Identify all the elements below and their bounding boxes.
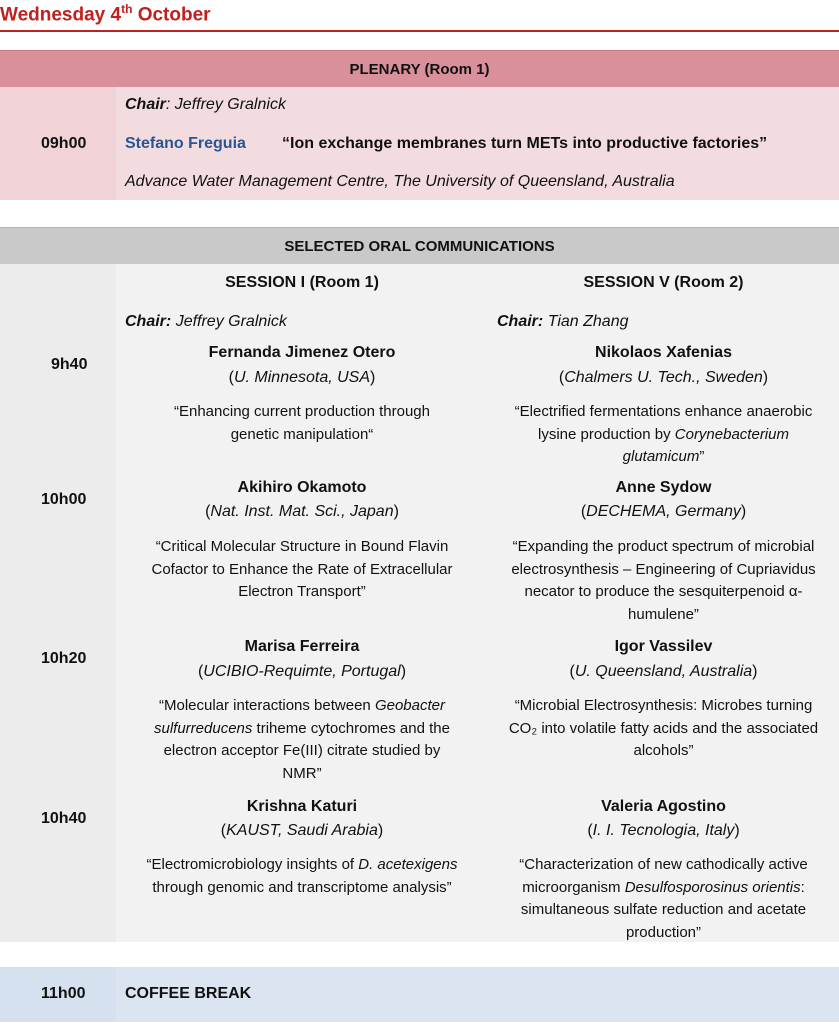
session-right-title: SESSION V (Room 2): [583, 274, 744, 291]
slot-time: 9h40: [51, 356, 88, 373]
plenary-affiliation: Advance Water Management Centre, The University of Queensland, Australia: [125, 173, 675, 190]
day-title: Wednesday 4th October: [0, 2, 211, 26]
speaker-affiliation: (U. Queensland, Australia): [569, 663, 758, 680]
speaker-name: Akihiro Okamoto: [237, 479, 367, 496]
speaker-affiliation: (UCIBIO-Requimte, Portugal): [197, 663, 407, 680]
talk-title: “Characterization of new cathodically active microorganism Desulfosporosinus orientis: simultaneous sulfate reduction and acetate production”: [519, 856, 808, 941]
plenary-chair: Chair: Jeffrey Gralnick: [125, 96, 286, 113]
speaker-name: Marisa Ferreira: [244, 638, 360, 655]
plenary-talk-title: “Ion exchange membranes turn METs into productive factories”: [282, 135, 768, 152]
slot-time: 10h20: [41, 650, 87, 667]
slot-time: 10h00: [41, 491, 87, 508]
speaker-affiliation: (Nat. Inst. Mat. Sci., Japan): [205, 503, 399, 520]
coffee-break-time: 11h00: [41, 985, 86, 1002]
session-left-title: SESSION I (Room 1): [225, 274, 379, 291]
title-rule: [0, 30, 839, 32]
plenary-time: 09h00: [41, 135, 87, 152]
talk-title: “Microbial Electrosynthesis: Microbes turning CO₂ into volatile fatty acids and the associated alcohols”: [508, 697, 819, 759]
plenary-speaker: Stefano Freguia: [125, 135, 246, 152]
speaker-name: Fernanda Jimenez Otero: [208, 344, 396, 361]
talk-title: “Expanding the product spectrum of microbial electrosynthesis – Engineering of Cupriavidus necator to produce the sesquiterpenoid α- humulene”: [511, 538, 816, 623]
coffee-break-label: COFFEE BREAK: [125, 985, 252, 1002]
speaker-name: Nikolaos Xafenias: [595, 344, 732, 361]
oral-header: SELECTED ORAL COMMUNICATIONS: [0, 227, 839, 264]
slot-time: 10h40: [41, 810, 87, 827]
session-right-chair: Chair: Tian Zhang: [497, 313, 629, 330]
speaker-affiliation: (DECHEMA, Germany): [580, 503, 747, 520]
speaker-name: Krishna Katuri: [246, 798, 358, 815]
speaker-affiliation: (KAUST, Saudi Arabia): [220, 822, 384, 839]
speaker-name: Igor Vassilev: [614, 638, 713, 655]
plenary-header: PLENARY (Room 1): [0, 50, 839, 87]
speaker-affiliation: (U. Minnesota, USA): [228, 369, 376, 386]
talk-title: “Electrified fermentations enhance anaerobic lysine production by Corynebacterium glutamicum”: [514, 403, 813, 465]
talk-title: “Critical Molecular Structure in Bound Flavin Cofactor to Enhance the Rate of Extracellular Electron Transport”: [151, 538, 453, 600]
speaker-affiliation: (I. I. Tecnologia, Italy): [587, 822, 740, 839]
talk-title: “Electromicrobiology insights of D. acetexigens through genomic and transcriptome analysis”: [146, 856, 458, 896]
talk-title: “Enhancing current production through genetic manipulation“: [174, 403, 430, 443]
session-left-chair: Chair: Jeffrey Gralnick: [125, 313, 287, 330]
speaker-affiliation: (Chalmers U. Tech., Sweden): [558, 369, 769, 386]
speaker-name: Valeria Agostino: [601, 798, 726, 815]
speaker-name: Anne Sydow: [615, 479, 712, 496]
talk-title: “Molecular interactions between Geobacter sulfurreducens triheme cytochromes and the electron acceptor Fe(III) citrate studied by NMR”: [154, 697, 450, 782]
